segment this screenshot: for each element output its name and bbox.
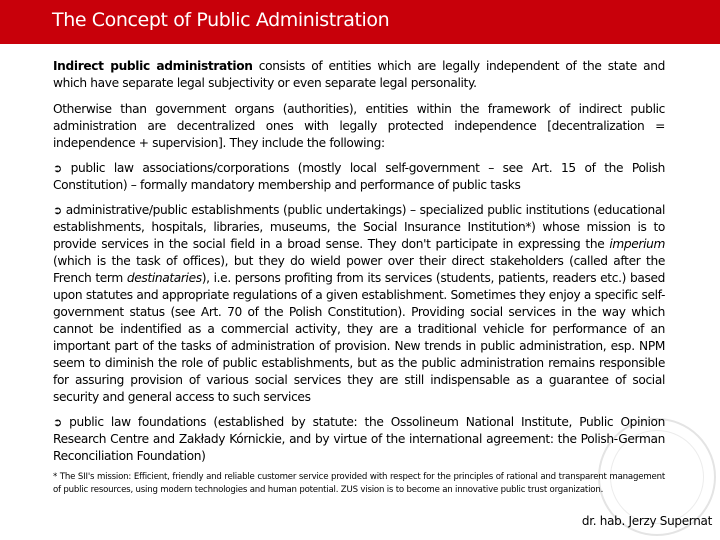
bullet-associations — [53, 160, 665, 194]
italic-term: imperium — [609, 237, 665, 251]
bullet-establishments — [53, 202, 665, 406]
title-bar — [0, 0, 720, 44]
term-bold: Indirect public administration — [53, 59, 253, 73]
bullet-foundations — [53, 414, 665, 465]
text: ), i.e. persons profiting from its services (students, patients, readers etc.) based upon statutes and appropriate regulations of a given establishment. Sometimes they enjoy a specific self- government status (see Art. 70 of the Polish Constitution). Providing social services in the way which cannot be indentified as a commercial activity, they are a traditional vehicle for performance of an important part of the tasks of administration of provision. New trends in public administration, esp. NPM seem to diminish the role of public establishments, but as the public administration remains responsible for assuring provision of various social services they are still indispensable as a guarantee of social security and general access to such services — [53, 271, 665, 404]
arrow-right-icon: ➲ — [53, 162, 62, 175]
arrow-right-icon: ➲ — [53, 204, 62, 217]
text: public law foundations (established by statute: the Ossolineum National Institute, Public Opinion Research Centre and Zakłady Kórnickie, and by virtue of the international agreement: the Polish-German Reconciliation Foundation) — [53, 415, 665, 463]
paragraph-definition — [53, 58, 665, 92]
arrow-right-icon: ➲ — [53, 416, 62, 429]
italic-term: destinataries — [126, 271, 202, 285]
paragraph-decentralization: Otherwise than government organs (authorities), entities within the framework of indirect public administration are decentralized ones with legally protected independence [decentralization = independence + supervision]. They include the following: — [53, 102, 665, 150]
text: consists of entities which are legally independent of the state and which have separate legal subjectivity or even separate legal personality. — [53, 59, 665, 90]
text: (which is the task of offices), but they do wield power over their direct stakeholders (called after the French term — [53, 254, 665, 285]
text: administrative/public establishments (public undertakings) – specialized public institutions (educational establishments, hospitals, libraries, museums, the Social Insurance Institution*) whose mission is to provide services in the social field in a broad sense. They don't participate in expressing the — [53, 203, 665, 251]
slide-body — [53, 58, 665, 504]
text: public law associations/corporations (mostly local self-government – see Art. 15 of the Polish Constitution) – formally mandatory membership and performance of public tasks — [53, 161, 665, 192]
slide-title: The Concept of Public Administration — [52, 9, 390, 31]
author-signature: dr. hab. Jerzy Supernat — [581, 514, 712, 528]
footnote: * The SII's mission: Efficient, friendly and reliable customer service provided with respect for the principles of rational and transparent management of public resources, using modern technologies and human potential. ZUS vision is to become an innovative public trust organization. — [53, 472, 665, 495]
